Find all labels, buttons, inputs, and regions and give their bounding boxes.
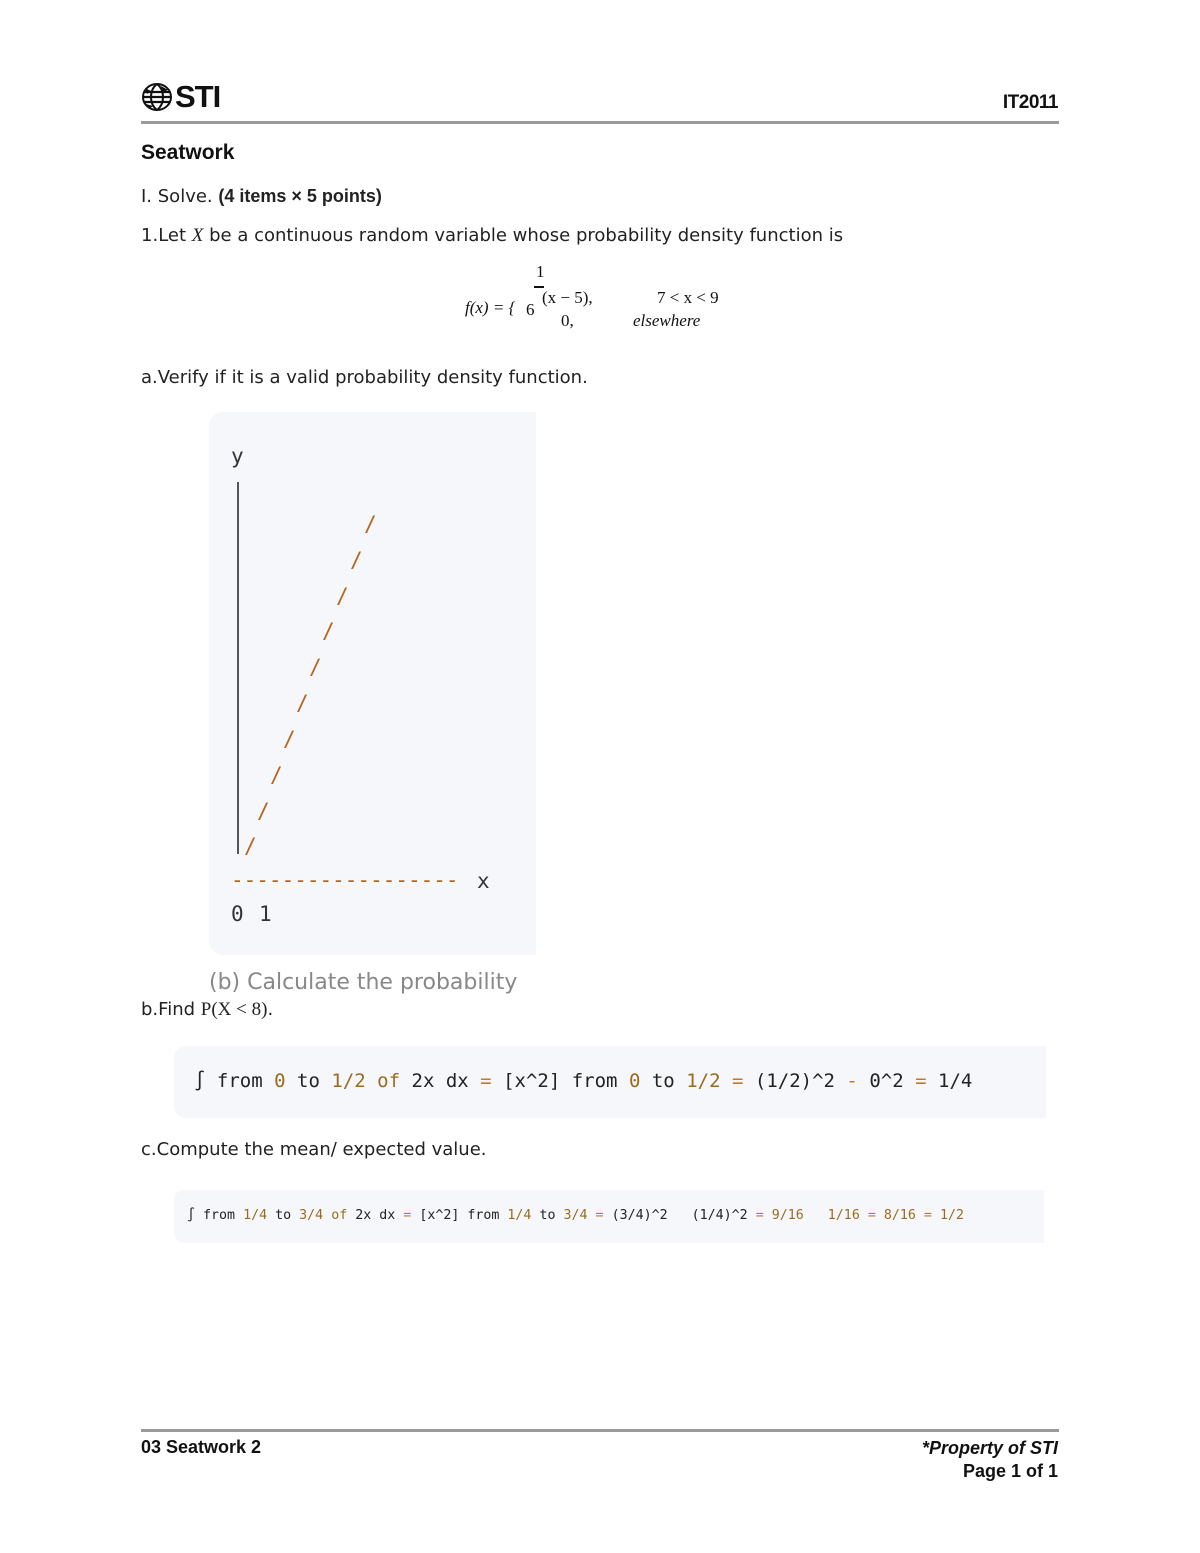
code-block-c [174, 1190, 1044, 1243]
footer-page-number: Page 1 of 1 [962, 1461, 1058, 1481]
footer-right [922, 1437, 1058, 1483]
footer-property: *Property of STI [921, 1438, 1058, 1458]
code-b-line: ∫ from 0 to 1/2 of 2x dx = [x^2] from 0 to 1/2 = (1/2)^2 - 0^2 = 1/4 [194, 1070, 973, 1092]
part-b [141, 999, 273, 1021]
problem-number: 1. [141, 225, 159, 246]
part-a-text: Verify if it is a valid probability density function. [157, 367, 588, 388]
graph-slash: / [350, 548, 363, 572]
graph-tick-1: 1 [259, 902, 272, 926]
footer-title: 03 Seatwork 2 [141, 1437, 262, 1457]
problem-text-after: be a continuous random variable whose probability density function is [209, 225, 844, 246]
graph-slash: / [296, 691, 309, 715]
page-title: Seatwork [141, 141, 235, 164]
code-block-b [174, 1046, 1046, 1118]
graph-slash: / [336, 584, 349, 608]
graph-slash: / [364, 512, 377, 536]
graph-slash: / [244, 834, 257, 858]
footer-rule [141, 1429, 1059, 1432]
graph-x-axis: ------------------ [231, 868, 459, 892]
part-c-text: Compute the mean/ expected value. [156, 1139, 487, 1160]
clipped-text: (b) Calculate the probability [209, 970, 518, 995]
part-b-text-after: . [267, 999, 274, 1020]
part-a [141, 367, 588, 388]
case1-expr: (x − 5), [542, 288, 593, 307]
graph-code-block [209, 412, 536, 955]
graph-slash: / [322, 619, 335, 643]
problem-variable: X [191, 225, 204, 246]
graph-tick-0: 0 [231, 902, 244, 926]
instructions-points: (4 items × 5 points) [218, 186, 382, 206]
case1-condition: 7 < x < 9 [657, 288, 719, 307]
problem-text-before: Let [158, 225, 187, 246]
fraction-denominator: 6 [526, 300, 535, 319]
part-c [141, 1139, 487, 1160]
graph-slash: / [257, 799, 270, 823]
logo-text: STI [175, 79, 221, 114]
case2-condition: elsewhere [633, 311, 701, 330]
pdf-formula [0, 0, 1200, 340]
part-b-expr: P(X < 8) [200, 999, 268, 1020]
part-c-label: c. [141, 1139, 157, 1160]
course-code: IT2011 [1002, 92, 1058, 113]
graph-slash: / [270, 763, 283, 787]
graph-y-label: y [231, 444, 244, 468]
formula-lhs: f(x) = { [465, 298, 516, 317]
instructions-prefix: I. Solve. [141, 186, 213, 207]
part-b-label: b. [141, 999, 159, 1020]
graph-slash: / [283, 727, 296, 751]
part-a-label: a. [141, 367, 158, 388]
graph-slash: / [309, 655, 322, 679]
part-b-text-before: Find [158, 999, 196, 1020]
case2-expr: 0, [561, 311, 574, 330]
graph-x-label: x [477, 869, 490, 893]
code-c-line: ∫ from 1/4 to 3/4 of 2x dx = [x^2] from 1/4 to 3/4 = (3/4)^2 (1/4)^2 = 9/16 1/16 = 8/16 = 1/2 [187, 1208, 964, 1223]
fraction-numerator: 1 [536, 262, 545, 281]
graph-y-axis [237, 482, 239, 854]
